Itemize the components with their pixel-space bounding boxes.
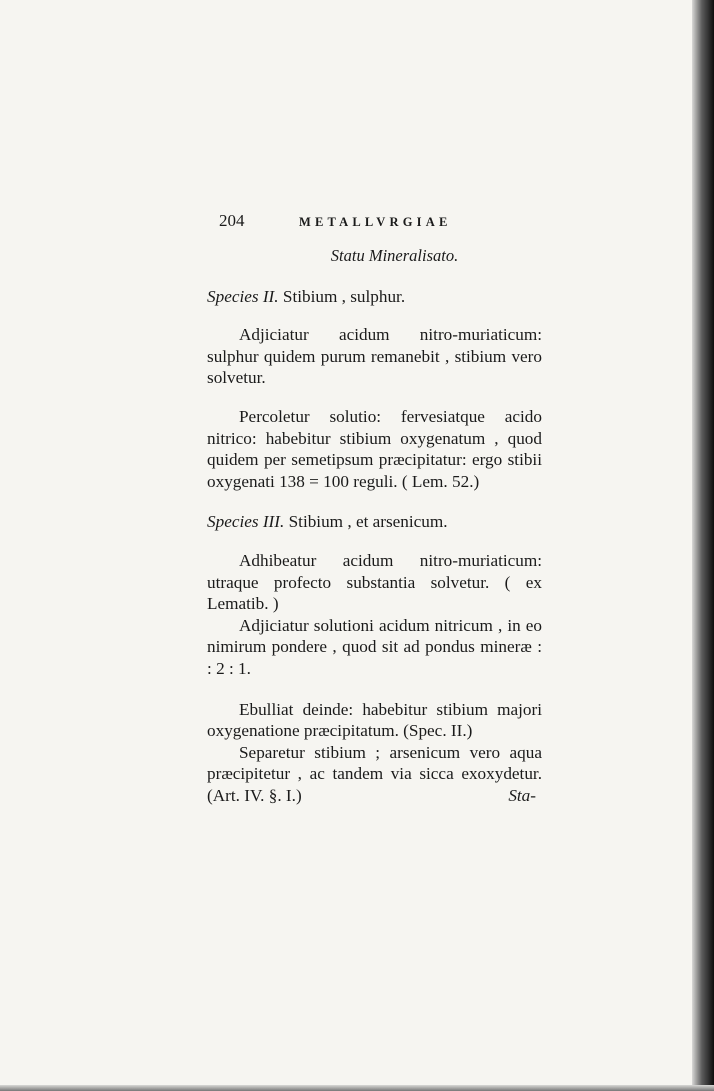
- page-bottom-edge: [0, 1085, 714, 1091]
- species-text: Stibium , sulphur.: [278, 286, 406, 306]
- species-label: Species II.: [207, 286, 279, 306]
- species-heading-2: [207, 286, 542, 308]
- running-head: [207, 210, 542, 234]
- page-number: 204: [219, 211, 245, 230]
- paragraph: Separetur stibium ; arsenicum vero aqua præcipitetur , ac tandem via sicca exoxydetur. (Art. IV. §. I.): [207, 742, 542, 805]
- paragraph: Adjiciatur solutioni acidum nitricum , in eo nimirum pondere , quod sit ad pondus mineræ : : 2 : 1.: [207, 615, 542, 678]
- species-heading-3: [207, 511, 542, 533]
- species-text: Stibium , et arsenicum.: [284, 512, 448, 532]
- catchword: Sta-: [508, 785, 536, 805]
- paragraph: Ebulliat deinde: habebitur stibium majori oxygenatione præcipitatum. (Spec. II.): [207, 699, 542, 741]
- paragraph: Adhibeatur acidum nitro-muriaticum: utraque profecto substantia solvetur. ( ex Lematib. ): [207, 550, 542, 614]
- paragraph: Percoletur solutio: fervesiatque acido nitrico: habebitur stibium oxygenatum , quod quidem per semetipsum præcipitatur: ergo stibii oxygenati 138 = 100 reguli. ( Lem. 52.): [207, 406, 542, 491]
- page-text-block: [207, 210, 542, 806]
- species-label: Species III.: [207, 512, 285, 532]
- page-edge-shadow: [692, 0, 714, 1091]
- running-title: METALLVRGIAE: [299, 215, 452, 229]
- section-subheading: Statu Mineralisato.: [330, 246, 459, 265]
- paragraph: Adjiciatur acidum nitro-muriaticum: sulphur quidem purum remanebit , stibium vero solvetur.: [207, 325, 542, 388]
